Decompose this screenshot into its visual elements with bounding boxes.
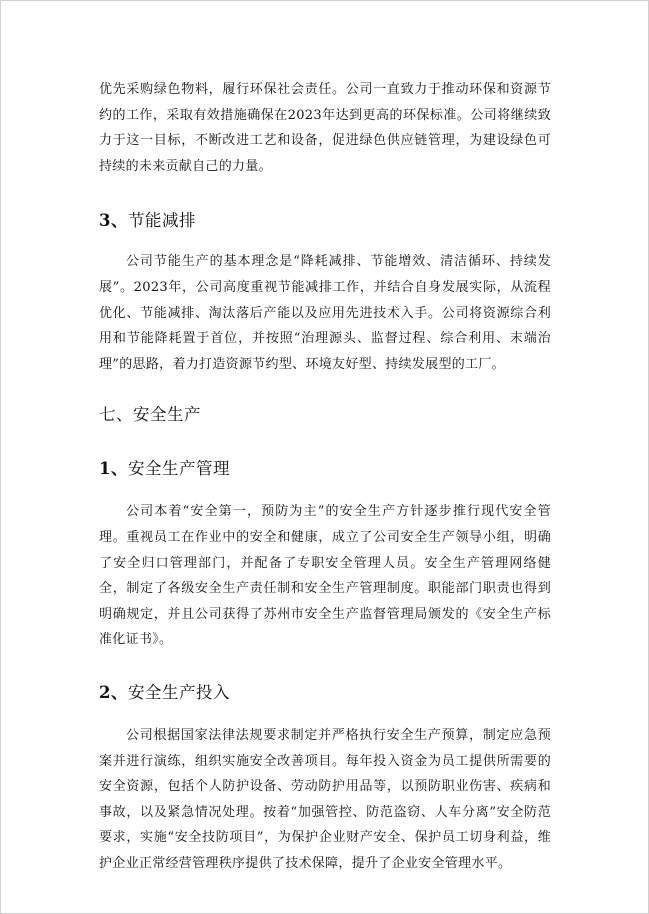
section-title: 安全生产投入 xyxy=(127,682,230,702)
section-heading-safety-management xyxy=(99,455,551,479)
chapter-heading-safety: 七、安全生产 xyxy=(99,405,201,425)
safety-investment-paragraph: 公司根据国家法律法规要求制定并严格执行安全生产预算，制定应急预案并进行演练，组织实施安全改善项目。每年投入资金为员工提供所需要的安全资源，包括个人防护设备、劳动防护用品等，以预防职业伤害、疾病和事故，以及紧急情况处理。按着“加强管控、防范盗窃、人车分离”安全防范要求，实施“安全技防项目”，为保护企业财产安全、保护员工切身利益，维护企业正常经营管理秩序提供了技术保障，提升了企业安全管理水平。 xyxy=(99,727,551,871)
section-number: 1、 xyxy=(99,459,128,479)
section-title: 安全生产管理 xyxy=(127,459,230,479)
energy-paragraph: 公司节能生产的基本理念是“降耗减排、节能增效、清洁循环、持续发展”。2023年，公司高度重视节能减排工作，并结合自身发展实际，从流程优化、节能减排、淘汰落后产能以及应用先进技术入手。公司将资源综合利用和节能降耗置于首位，并按照“治理源头、监督过程、综合利用、末端治理”的思路，着力打造资源节约型、环境友好型、持续发展型的工厂。 xyxy=(99,254,551,372)
page-content xyxy=(99,77,551,876)
intro-paragraph: 优先采购绿色物料，履行环保社会责任。公司一直致力于推动环保和资源节约的工作，采取有效措施确保在2023年达到更高的环保标准。公司将继续致力于这一目标，不断改进工艺和设备，促进绿色供应链管理，为建设绿色可持续的未来贡献自己的力量。 xyxy=(99,82,551,174)
section-number: 2、 xyxy=(99,682,128,702)
section-title: 节能减排 xyxy=(127,211,196,231)
section-heading-energy xyxy=(99,207,551,231)
section-heading-safety-investment xyxy=(99,679,551,703)
safety-management-paragraph: 公司本着“安全第一，预防为主”的安全生产方针逐步推行现代安全管理。重视员工在作业中的安全和健康，成立了公司安全生产领导小组，明确了安全归口管理部门，并配备了专职安全管理人员。安全生产管理网络健全，制定了各级安全生产责任制和安全生产管理制度。职能部门职责也得到明确规定，并且公司获得了苏州市安全生产监督管理局颁发的《安全生产标准化证书》。 xyxy=(99,504,551,648)
section-number: 3、 xyxy=(99,211,128,231)
